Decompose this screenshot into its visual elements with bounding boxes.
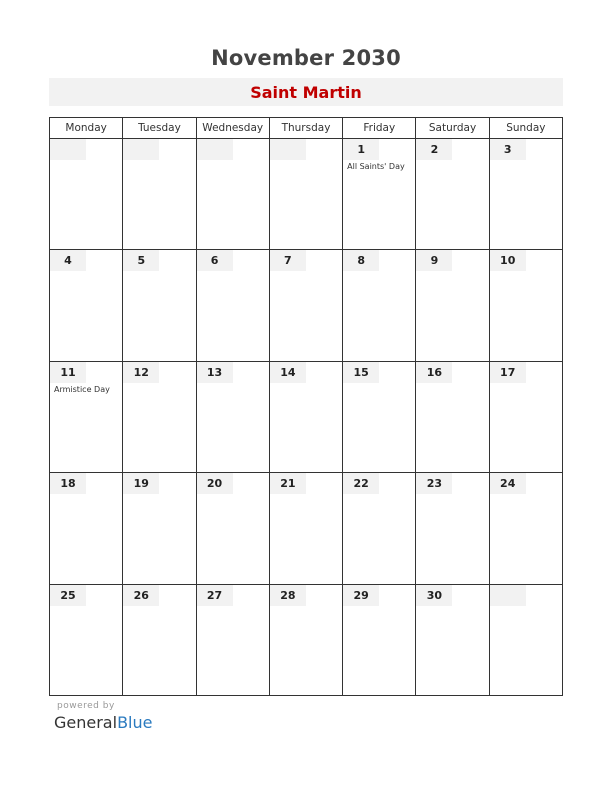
day-cell[interactable]: [490, 139, 563, 250]
day-number: 29: [343, 585, 379, 606]
day-number: 7: [270, 250, 306, 271]
weekday-header-thursday: Thursday: [270, 118, 343, 139]
day-number: 4: [50, 250, 86, 271]
day-cell[interactable]: [270, 585, 343, 696]
day-cell[interactable]: [416, 362, 489, 473]
day-cell[interactable]: [197, 139, 270, 250]
day-cell[interactable]: [416, 250, 489, 361]
day-number: 23: [416, 473, 452, 494]
day-number: 26: [123, 585, 159, 606]
day-number: 24: [490, 473, 526, 494]
day-cell[interactable]: [343, 585, 416, 696]
weekday-header-wednesday: Wednesday: [197, 118, 270, 139]
day-cell[interactable]: [490, 362, 563, 473]
day-number: [123, 139, 159, 160]
day-cell[interactable]: [197, 250, 270, 361]
day-number: 15: [343, 362, 379, 383]
logo-text-general: General: [54, 713, 118, 732]
holiday-label: Armistice Day: [54, 384, 110, 394]
day-number: 19: [123, 473, 159, 494]
day-number: 5: [123, 250, 159, 271]
day-cell[interactable]: [50, 139, 123, 250]
day-cell[interactable]: [270, 473, 343, 584]
day-number: 12: [123, 362, 159, 383]
day-cell[interactable]: [343, 362, 416, 473]
day-number: 9: [416, 250, 452, 271]
day-number: 28: [270, 585, 306, 606]
day-number: 27: [197, 585, 233, 606]
day-number: 30: [416, 585, 452, 606]
day-number: 21: [270, 473, 306, 494]
day-number: [490, 585, 526, 606]
day-cell[interactable]: [50, 585, 123, 696]
day-cell[interactable]: [123, 473, 196, 584]
day-cell[interactable]: [490, 473, 563, 584]
day-number: 2: [416, 139, 452, 160]
day-number: 10: [490, 250, 526, 271]
weekday-header-tuesday: Tuesday: [123, 118, 196, 139]
day-number: 25: [50, 585, 86, 606]
day-number: 18: [50, 473, 86, 494]
day-number: 14: [270, 362, 306, 383]
day-cell[interactable]: [123, 139, 196, 250]
day-number: [50, 139, 86, 160]
day-number: 13: [197, 362, 233, 383]
day-cell[interactable]: [416, 585, 489, 696]
day-cell[interactable]: [197, 362, 270, 473]
day-cell[interactable]: [490, 250, 563, 361]
weekday-header-saturday: Saturday: [416, 118, 489, 139]
day-number: 20: [197, 473, 233, 494]
day-cell[interactable]: [123, 585, 196, 696]
day-cell[interactable]: [197, 585, 270, 696]
day-cell[interactable]: [270, 250, 343, 361]
country-banner: [49, 78, 563, 106]
day-cell[interactable]: [416, 139, 489, 250]
weekday-header-sunday: Sunday: [490, 118, 563, 139]
weekday-header-monday: Monday: [50, 118, 123, 139]
day-cell[interactable]: [490, 585, 563, 696]
day-cell[interactable]: [50, 473, 123, 584]
logo-text-blue: Blue: [117, 713, 153, 732]
day-cell[interactable]: [343, 139, 416, 250]
country-name: Saint Martin: [250, 82, 362, 102]
generalblue-logo[interactable]: [54, 713, 152, 732]
day-cell[interactable]: [123, 362, 196, 473]
day-number: 22: [343, 473, 379, 494]
day-number: [197, 139, 233, 160]
weekday-header-friday: Friday: [343, 118, 416, 139]
holiday-label: All Saints' Day: [347, 162, 405, 171]
page-title: November 2030: [211, 46, 401, 70]
day-number: 8: [343, 250, 379, 271]
day-number: 17: [490, 362, 526, 383]
day-cell[interactable]: [343, 250, 416, 361]
day-cell[interactable]: [50, 250, 123, 361]
calendar-grid: [49, 117, 563, 696]
day-number: [270, 139, 306, 160]
day-cell[interactable]: [197, 473, 270, 584]
day-number: 3: [490, 139, 526, 160]
day-cell[interactable]: [50, 362, 123, 473]
day-number: 16: [416, 362, 452, 383]
day-cell[interactable]: [343, 473, 416, 584]
day-cell[interactable]: [416, 473, 489, 584]
day-number: 1: [343, 139, 379, 160]
day-cell[interactable]: [270, 139, 343, 250]
day-cell[interactable]: [270, 362, 343, 473]
day-cell[interactable]: [123, 250, 196, 361]
day-number: 6: [197, 250, 233, 271]
powered-by-label: powered by: [57, 701, 115, 711]
day-number: 11: [50, 362, 86, 383]
